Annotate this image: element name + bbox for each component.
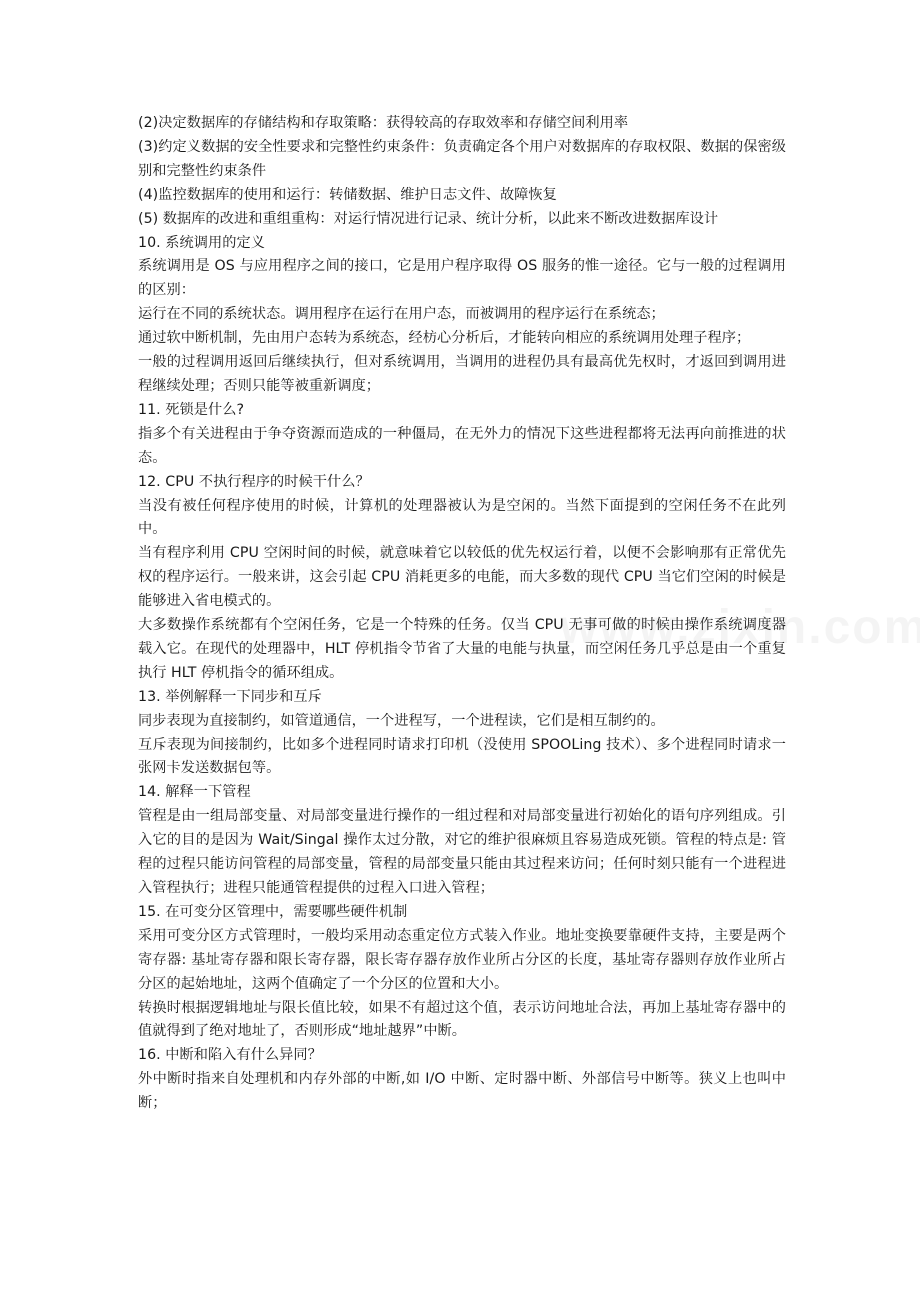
paragraph-mutex: 互斥表现为间接制约，比如多个进程同时请求打印机（没使用 SPOOLing 技术）、多个进程同时请求一张网卡发送数据包等。 [138,736,786,777]
paragraph-deadlock: 指多个有关进程由于争夺资源而造成的一种僵局，在无外力的情况下这些进程都将无法再向前推进的状态。 [138,425,786,466]
document-body [138,112,786,1116]
paragraph-syscall-def: 系统调用是 OS 与应用程序之间的接口，它是用户程序取得 OS 服务的惟一途径。它与一般的过程调用的区别： [138,258,786,299]
paragraph-sync: 同步表现为直接制约，如管道通信，一个进程写，一个进程读，它们是相互制约的。 [138,712,665,729]
paragraph-syscall-diff-1: 运行在不同的系统状态。调用程序在运行在用户态，而被调用的程序运行在系统态； [138,306,665,323]
paragraph-syscall-diff-3: 一般的过程调用返回后继续执行，但对系统调用，当调用的进程仍具有最高优先权时，才返回到调用进程继续处理；否则只能等被重新调度； [138,354,786,394]
heading-q12: 12. CPU 不执行程序的时候干什么？ [138,473,370,490]
paragraph-dba-improve: (5) 数据库的改进和重组重构：对运行情况进行记录、统计分析，以此来不断改进数据库设计 [138,210,719,227]
paragraph-interrupt: 外中断时指来自处理机和内存外部的中断,如 I/O 中断、定时器中断、外部信号中断等。狭义上也叫中断； [138,1071,786,1112]
heading-q16: 16. 中断和陷入有什么异同？ [138,1047,322,1064]
paragraph-dba-monitor: (4)监控数据库的使用和运行：转储数据、维护日志文件、故障恢复 [138,186,557,203]
paragraph-syscall-diff-2: 通过软中断机制，先由用户态转为系统态，经枋心分析后，才能转向相应的系统调用处理子程序； [138,330,751,347]
paragraph-cpu-idle-1: 当没有被任何程序使用的时候，计算机的处理器被认为是空闲的。当然下面提到的空闲任务不在此列中。 [138,497,786,538]
heading-q14: 14. 解释一下管程 [138,784,251,801]
heading-q13: 13. 举例解释一下同步和互斥 [138,688,322,705]
paragraph-monitor: 管程是由一组局部变量、对局部变量进行操作的一组过程和对局部变量进行初始化的语句序列组成。引入它的目的是因为 Wait/Singal 操作太过分散，对它的维护很麻烦且容易造成死锁。管程的特点是: 管程的过程只能访问管程的局部变量，管程的局部变量只能由其过程来访问；任何时刻只能有一个进程进入管程执行；进程只能通管程提供的过程入口进入管程； [138,808,786,896]
heading-q15: 15. 在可变分区管理中，需要哪些硬件机制 [138,903,408,920]
heading-q10: 10. 系统调用的定义 [138,234,265,251]
paragraph-partition-1: 采用可变分区方式管理时，一般均采用动态重定位方式装入作业。地址变换要靠硬件支持，主要是两个寄存器: 基址寄存器和限长寄存器，限长寄存器存放作业所占分区的长度，基址寄存器则存放作业所占分区的起始地址，这两个值确定了一个分区的位置和大小。 [138,927,786,992]
heading-q11: 11. 死锁是什么? [138,401,245,418]
paragraph-cpu-idle-2: 当有程序利用 CPU 空闲时间的时候，就意味着它以较低的优先权运行着，以便不会影响那有正常优先权的程序运行。一般来讲，这会引起 CPU 消耗更多的电能，而大多数的现代 CPU 当它们空闲的时候是能够进入省电模式的。 [138,545,786,610]
paragraph-partition-2: 转换时根据逻辑地址与限长值比较，如果不有超过这个值，表示访问地址合法，再加上基址寄存器中的值就得到了绝对地址了，否则形成“地址越界”中断。 [138,999,786,1040]
paragraph-dba-storage: (2)决定数据库的存储结构和存取策略：获得较高的存取效率和存储空间利用率 [138,115,629,131]
paragraph-dba-security: (3)约定义数据的安全性要求和完整性约束条件：负责确定各个用户对数据库的存取权限、数据的保密级别和完整性约束条件 [138,138,786,179]
paragraph-cpu-idle-3: 大多数操作系统都有个空闲任务，它是一个特殊的任务。仅当 CPU 无事可做的时候由操作系统调度器载入它。在现代的处理器中，HLT 停机指令节省了大量的电能与执量，而空闲任务几乎总是由一个重复执行 HLT 停机指令的循环组成。 [138,617,786,681]
